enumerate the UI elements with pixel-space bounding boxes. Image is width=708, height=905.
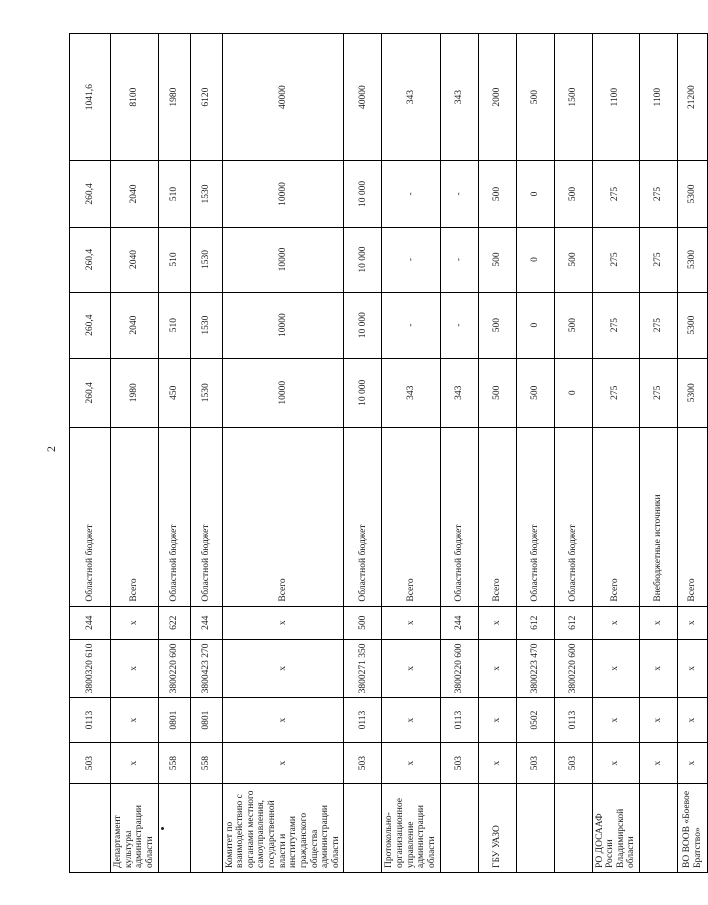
source-cell: Областной бюджет (70, 427, 111, 606)
year3-cell: - (382, 161, 440, 227)
rzpr-cell: х (478, 698, 516, 743)
total-cell: 275 (592, 358, 640, 427)
source-cell: Областной бюджет (440, 427, 478, 606)
grbs-cell: 503 (554, 743, 592, 784)
year3-cell: 260,4 (70, 161, 111, 227)
csr-cell: 3800220 600 (554, 639, 592, 697)
year1-cell: 0 (516, 292, 554, 358)
year1-cell: 2040 (111, 292, 159, 358)
sum-cell: 1100 (592, 34, 640, 161)
grbs-cell: 503 (516, 743, 554, 784)
year3-cell: 275 (592, 161, 640, 227)
year3-cell: 1530 (190, 161, 222, 227)
rzpr-cell: 0113 (344, 698, 382, 743)
grbs-cell: 503 (70, 743, 111, 784)
table-row (592, 34, 640, 873)
year3-cell: 10000 (222, 161, 344, 227)
total-cell: 343 (440, 358, 478, 427)
vr-cell: 500 (344, 606, 382, 639)
vr-cell: х (678, 606, 708, 639)
rzpr-cell: х (592, 698, 640, 743)
year1-cell: 5300 (678, 292, 708, 358)
vr-cell: 622 (158, 606, 190, 639)
source-cell: Всего (222, 427, 344, 606)
sum-cell: 2000 (478, 34, 516, 161)
sum-cell: 40000 (222, 34, 344, 161)
table-row (190, 34, 222, 873)
sum-cell: 500 (516, 34, 554, 161)
source-cell: Областной бюджет (554, 427, 592, 606)
year3-cell: 2040 (111, 161, 159, 227)
total-cell: 1530 (190, 358, 222, 427)
total-cell: 500 (516, 358, 554, 427)
year1-cell: 510 (158, 292, 190, 358)
source-cell: Всего (382, 427, 440, 606)
year2-cell: 260,4 (70, 227, 111, 292)
vr-cell: 244 (190, 606, 222, 639)
total-cell: 0 (554, 358, 592, 427)
csr-cell: 3800320 610 (70, 639, 111, 697)
year1-cell: 500 (478, 292, 516, 358)
sum-cell: 343 (440, 34, 478, 161)
year2-cell: 275 (592, 227, 640, 292)
year3-cell: 500 (478, 161, 516, 227)
rzpr-cell: 0801 (158, 698, 190, 743)
source-cell: Областной бюджет (516, 427, 554, 606)
year1-cell: 275 (592, 292, 640, 358)
csr-cell: х (222, 639, 344, 697)
csr-cell: 3800423 270 (190, 639, 222, 697)
year2-cell: 10000 (222, 227, 344, 292)
vr-cell: 244 (70, 606, 111, 639)
grbs-cell: х (478, 743, 516, 784)
year2-cell: 500 (478, 227, 516, 292)
source-cell: Областной бюджет (344, 427, 382, 606)
year2-cell: 0 (516, 227, 554, 292)
rzpr-cell: 0113 (440, 698, 478, 743)
org-cell (640, 784, 678, 873)
grbs-cell: 558 (158, 743, 190, 784)
sum-cell: 8100 (111, 34, 159, 161)
total-cell: 1980 (111, 358, 159, 427)
source-cell: Областной бюджет (158, 427, 190, 606)
grbs-cell: х (678, 743, 708, 784)
total-cell: 343 (382, 358, 440, 427)
sum-cell: 1500 (554, 34, 592, 161)
table-row (516, 34, 554, 873)
rzpr-cell: х (678, 698, 708, 743)
year1-cell: - (440, 292, 478, 358)
csr-cell: 3800223 470 (516, 639, 554, 697)
year1-cell: 10000 (222, 292, 344, 358)
sum-cell: 40000 (344, 34, 382, 161)
year2-cell: 510 (158, 227, 190, 292)
vr-cell: х (382, 606, 440, 639)
table-row (70, 34, 111, 873)
year1-cell: 1530 (190, 292, 222, 358)
rzpr-cell: 0502 (516, 698, 554, 743)
org-cell (440, 784, 478, 873)
source-cell: Всего (592, 427, 640, 606)
total-cell: 5300 (678, 358, 708, 427)
sum-cell: 343 (382, 34, 440, 161)
rzpr-cell: 0113 (70, 698, 111, 743)
vr-cell: х (478, 606, 516, 639)
grbs-cell: 558 (190, 743, 222, 784)
rzpr-cell: х (222, 698, 344, 743)
year2-cell: 275 (640, 227, 678, 292)
sum-cell: 21200 (678, 34, 708, 161)
table-row (158, 34, 190, 873)
vr-cell: 244 (440, 606, 478, 639)
year3-cell: 500 (554, 161, 592, 227)
csr-cell: х (111, 639, 159, 697)
year3-cell: - (440, 161, 478, 227)
year2-cell: 5300 (678, 227, 708, 292)
grbs-cell: х (111, 743, 159, 784)
csr-cell: х (592, 639, 640, 697)
table-row (678, 34, 708, 873)
org-cell: РО ДОСААФ России Владимирской области (592, 784, 640, 873)
total-cell: 260,4 (70, 358, 111, 427)
org-cell: Протокольно-организационное управление администрации области (382, 784, 440, 873)
csr-cell: х (678, 639, 708, 697)
csr-cell: х (382, 639, 440, 697)
budget-table-rotated (69, 33, 703, 873)
rzpr-cell: х (382, 698, 440, 743)
year2-cell: 500 (554, 227, 592, 292)
org-cell: Департамент культуры администрации области (111, 784, 159, 873)
year2-cell: - (440, 227, 478, 292)
sum-cell: 1041,6 (70, 34, 111, 161)
year1-cell: 260,4 (70, 292, 111, 358)
grbs-cell: 503 (344, 743, 382, 784)
source-cell: Всего (678, 427, 708, 606)
org-cell (516, 784, 554, 873)
vr-cell: 612 (516, 606, 554, 639)
rzpr-cell: х (640, 698, 678, 743)
table-row (222, 34, 344, 873)
org-cell: ВО ВООВ «Боевое Братство» (678, 784, 708, 873)
budget-table (69, 33, 708, 873)
vr-cell: 612 (554, 606, 592, 639)
total-cell: 10000 (222, 358, 344, 427)
org-cell (554, 784, 592, 873)
grbs-cell: х (592, 743, 640, 784)
grbs-cell: х (640, 743, 678, 784)
table-row (440, 34, 478, 873)
year2-cell: 2040 (111, 227, 159, 292)
table-row (111, 34, 159, 873)
sum-cell: 6120 (190, 34, 222, 161)
table-row (478, 34, 516, 873)
table-row (554, 34, 592, 873)
org-cell (344, 784, 382, 873)
csr-cell: 3800220 600 (158, 639, 190, 697)
year3-cell: 510 (158, 161, 190, 227)
org-cell: Комитет по взаимодействию с органами местного самоуправления, государственной власти и институтами гражданского общества администрации области (222, 784, 344, 873)
sum-cell: 1980 (158, 34, 190, 161)
year3-cell: 5300 (678, 161, 708, 227)
grbs-cell: 503 (440, 743, 478, 784)
vr-cell: х (640, 606, 678, 639)
org-cell: ГБУ УАЗО (478, 784, 516, 873)
vr-cell: х (111, 606, 159, 639)
year2-cell: - (382, 227, 440, 292)
rzpr-cell: х (111, 698, 159, 743)
rzpr-cell: 0801 (190, 698, 222, 743)
source-cell: Областной бюджет (190, 427, 222, 606)
year1-cell: 275 (640, 292, 678, 358)
year1-cell: 10 000 (344, 292, 382, 358)
table-row (640, 34, 678, 873)
table-row (344, 34, 382, 873)
total-cell: 275 (640, 358, 678, 427)
source-cell: Внебюджетные источники (640, 427, 678, 606)
grbs-cell: х (382, 743, 440, 784)
source-cell: Всего (111, 427, 159, 606)
grbs-cell: х (222, 743, 344, 784)
org-cell (158, 784, 190, 873)
vr-cell: х (592, 606, 640, 639)
sum-cell: 1100 (640, 34, 678, 161)
csr-cell: х (478, 639, 516, 697)
org-cell (70, 784, 111, 873)
year3-cell: 275 (640, 161, 678, 227)
total-cell: 500 (478, 358, 516, 427)
source-cell: Всего (478, 427, 516, 606)
csr-cell: 3800271 350 (344, 639, 382, 697)
year2-cell: 1530 (190, 227, 222, 292)
year3-cell: 10 000 (344, 161, 382, 227)
year1-cell: - (382, 292, 440, 358)
page-number: 2 (44, 446, 58, 452)
year3-cell: 0 (516, 161, 554, 227)
table-row (382, 34, 440, 873)
rzpr-cell: 0113 (554, 698, 592, 743)
year1-cell: 500 (554, 292, 592, 358)
year2-cell: 10 000 (344, 227, 382, 292)
total-cell: 10 000 (344, 358, 382, 427)
total-cell: 450 (158, 358, 190, 427)
csr-cell: х (640, 639, 678, 697)
vr-cell: х (222, 606, 344, 639)
csr-cell: 3800220 600 (440, 639, 478, 697)
org-cell (190, 784, 222, 873)
